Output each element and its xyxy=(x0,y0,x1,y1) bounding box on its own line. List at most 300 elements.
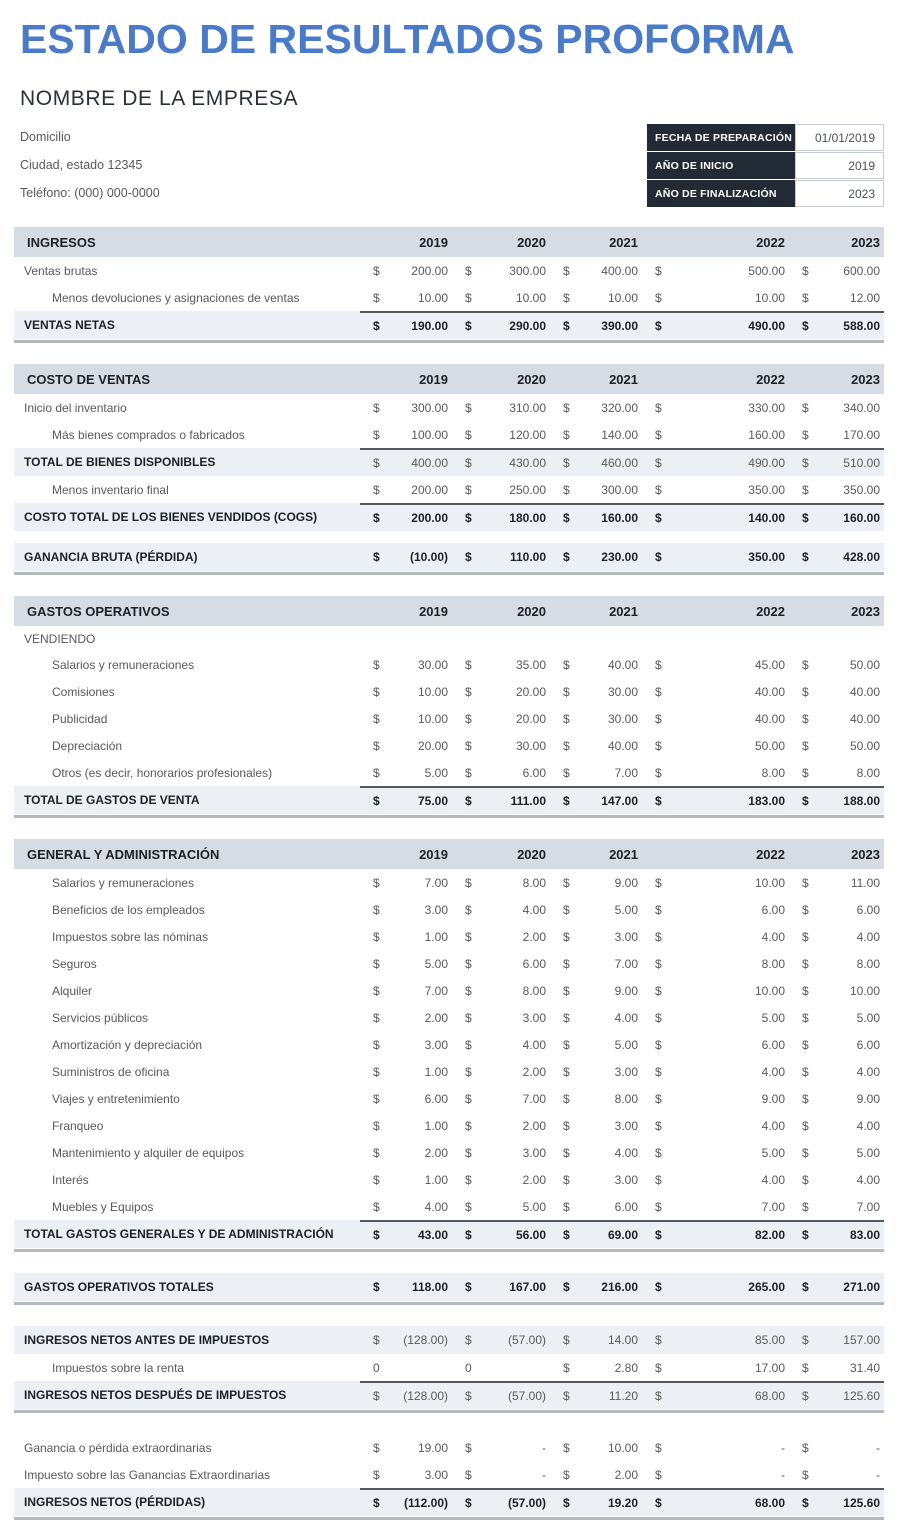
amount-cell xyxy=(642,1228,789,1242)
amount-value: 340.00 xyxy=(843,400,880,415)
table-row xyxy=(14,311,884,339)
currency-symbol: $ xyxy=(373,684,380,699)
page-title: ESTADO DE RESULTADOS PROFORMA xyxy=(20,16,795,62)
amount-cell xyxy=(452,1389,550,1403)
amount-cell xyxy=(360,658,452,672)
amount-cell xyxy=(789,984,884,998)
currency-symbol: $ xyxy=(563,263,570,278)
row-label: TOTAL DE BIENES DISPONIBLES xyxy=(24,455,216,469)
currency-symbol: $ xyxy=(563,684,570,699)
amount-value: - xyxy=(542,1440,546,1455)
amount-value: 11.20 xyxy=(608,1389,638,1403)
currency-symbol: $ xyxy=(802,1228,809,1242)
amount-cell xyxy=(452,712,550,726)
address-line-3: Teléfono: (000) 000-0000 xyxy=(20,186,160,200)
amount-value: 83.00 xyxy=(849,1228,880,1242)
currency-symbol: $ xyxy=(465,1037,472,1052)
amount-value: - xyxy=(876,1440,880,1455)
currency-symbol: $ xyxy=(655,983,662,998)
amount-cell xyxy=(360,1496,452,1510)
currency-symbol: $ xyxy=(563,456,570,470)
currency-symbol: $ xyxy=(465,427,472,442)
amount-columns xyxy=(360,1166,884,1193)
amount-value: 2020 xyxy=(517,234,546,250)
amount-value: 265.00 xyxy=(748,1280,785,1294)
amount-columns xyxy=(360,1193,884,1220)
table-row xyxy=(14,1139,884,1166)
amount-cell xyxy=(452,483,550,497)
amount-cell xyxy=(642,876,789,890)
currency-symbol: $ xyxy=(563,657,570,672)
currency-symbol: $ xyxy=(655,794,662,808)
amount-columns xyxy=(360,1381,884,1409)
amount-cell xyxy=(360,1038,452,1052)
amount-value: 2021 xyxy=(609,234,638,250)
amount-value: 10.00 xyxy=(849,983,880,998)
address-line-2: Ciudad, estado 12345 xyxy=(20,158,143,172)
currency-symbol: $ xyxy=(802,956,809,971)
amount-value: 125.60 xyxy=(843,1496,880,1510)
currency-symbol: $ xyxy=(465,1389,472,1403)
currency-symbol: $ xyxy=(373,550,380,564)
info-row-fecha xyxy=(647,124,884,151)
currency-symbol: $ xyxy=(802,711,809,726)
amount-cell xyxy=(550,1146,642,1160)
amount-value: 160.00 xyxy=(601,511,638,525)
info-row-inicio xyxy=(647,152,884,179)
amount-value: 7.00 xyxy=(424,983,448,998)
currency-symbol: $ xyxy=(802,657,809,672)
amount-cell xyxy=(452,1200,550,1214)
amount-value: 3.00 xyxy=(614,929,638,944)
currency-symbol: $ xyxy=(465,765,472,780)
currency-symbol: $ xyxy=(563,1145,570,1160)
amount-columns xyxy=(360,257,884,284)
year-header-cell xyxy=(452,235,550,250)
amount-cell xyxy=(789,1389,884,1403)
amount-cell xyxy=(550,511,642,525)
amount-value: (57.00) xyxy=(507,1496,546,1510)
amount-cell xyxy=(550,1228,642,1242)
amount-cell xyxy=(360,319,452,333)
amount-cell xyxy=(642,1146,789,1160)
row-label: Publicidad xyxy=(52,711,108,726)
currency-symbol: 0 xyxy=(373,1360,380,1375)
amount-cell xyxy=(789,483,884,497)
amount-cell xyxy=(550,1038,642,1052)
amount-value: 3.00 xyxy=(522,1010,546,1025)
amount-cell xyxy=(642,1280,789,1294)
amount-cell xyxy=(452,319,550,333)
table-row xyxy=(14,1058,884,1085)
currency-symbol: $ xyxy=(655,1333,662,1347)
amount-value: (10.00) xyxy=(409,550,448,564)
amount-value: 271.00 xyxy=(843,1280,880,1294)
amount-value: 6.00 xyxy=(614,1199,638,1214)
year-header-cell xyxy=(360,372,452,387)
amount-columns xyxy=(360,977,884,1004)
table-row xyxy=(14,1488,884,1516)
currency-symbol: $ xyxy=(465,1064,472,1079)
company-name: NOMBRE DE LA EMPRESA xyxy=(20,87,299,110)
amount-cell xyxy=(550,712,642,726)
amount-cell xyxy=(550,876,642,890)
amount-value: 40.00 xyxy=(607,657,638,672)
year-header-cell xyxy=(360,847,452,862)
year-header-cell xyxy=(360,604,452,619)
amount-value: 10.00 xyxy=(607,1440,638,1455)
amount-value: 30.00 xyxy=(607,684,638,699)
address-line-1: Domicilio xyxy=(20,130,71,144)
currency-symbol: $ xyxy=(465,711,472,726)
amount-value: 11.00 xyxy=(850,875,880,890)
amount-value: 3.00 xyxy=(424,1037,448,1052)
amount-columns xyxy=(360,364,884,394)
currency-symbol: $ xyxy=(373,1064,380,1079)
currency-symbol: $ xyxy=(655,765,662,780)
amount-cell xyxy=(550,1389,642,1403)
amount-cell xyxy=(642,794,789,808)
amount-value: 3.00 xyxy=(522,1145,546,1160)
amount-value: 2023 xyxy=(851,846,880,862)
year-header-cell xyxy=(642,847,789,862)
currency-symbol: $ xyxy=(563,1199,570,1214)
row-label: Mantenimiento y alquiler de equipos xyxy=(52,1145,245,1160)
row-label: Impuesto sobre las Ganancias Extraordinarias xyxy=(24,1467,271,1482)
amount-value: 157.00 xyxy=(843,1333,880,1347)
amount-cell xyxy=(789,291,884,305)
amount-value: (57.00) xyxy=(507,1333,546,1347)
currency-symbol: $ xyxy=(563,1496,570,1510)
amount-cell xyxy=(789,1146,884,1160)
amount-value: 4.00 xyxy=(856,1118,880,1133)
amount-cell xyxy=(360,1173,452,1187)
currency-symbol: $ xyxy=(465,875,472,890)
currency-symbol: $ xyxy=(465,1172,472,1187)
amount-cell xyxy=(360,1441,452,1455)
table-row xyxy=(14,1461,884,1488)
amount-value: 45.00 xyxy=(754,657,785,672)
amount-value: 69.00 xyxy=(607,1228,638,1242)
currency-symbol: $ xyxy=(465,1145,472,1160)
amount-value: 8.00 xyxy=(761,956,785,971)
currency-symbol: $ xyxy=(802,1496,809,1510)
amount-value: 2019 xyxy=(419,371,448,387)
amount-cell xyxy=(789,1333,884,1347)
row-label: Más bienes comprados o fabricados xyxy=(52,427,245,442)
currency-symbol: $ xyxy=(373,1333,380,1347)
year-header-cell xyxy=(550,847,642,862)
amount-value: 2022 xyxy=(756,371,785,387)
table-row xyxy=(14,950,884,977)
amount-value: 4.00 xyxy=(761,1064,785,1079)
currency-symbol: $ xyxy=(802,1145,809,1160)
amount-columns xyxy=(360,732,884,759)
amount-cell xyxy=(360,957,452,971)
table-row xyxy=(14,1220,884,1248)
amount-cell xyxy=(789,957,884,971)
amount-cell xyxy=(452,957,550,971)
table-section xyxy=(14,1326,884,1413)
amount-value: 30.00 xyxy=(607,711,638,726)
amount-value: 588.00 xyxy=(843,319,880,333)
currency-symbol: $ xyxy=(465,902,472,917)
amount-cell xyxy=(360,1065,452,1079)
table-row xyxy=(14,476,884,503)
amount-value: 7.00 xyxy=(614,956,638,971)
currency-symbol: $ xyxy=(802,1118,809,1133)
amount-value: 2020 xyxy=(517,846,546,862)
amount-cell xyxy=(550,1441,642,1455)
amount-cell xyxy=(550,1468,642,1482)
amount-cell xyxy=(642,401,789,415)
amount-cell xyxy=(452,903,550,917)
amount-columns xyxy=(360,869,884,896)
currency-symbol: $ xyxy=(802,456,809,470)
currency-symbol: $ xyxy=(563,290,570,305)
amount-cell xyxy=(452,1173,550,1187)
amount-value: 300.00 xyxy=(509,263,546,278)
amount-cell xyxy=(642,291,789,305)
amount-cell xyxy=(452,1119,550,1133)
row-label: Menos inventario final xyxy=(52,482,169,497)
row-label: Amortización y depreciación xyxy=(52,1037,203,1052)
amount-cell xyxy=(550,1119,642,1133)
amount-value: 30.00 xyxy=(515,738,546,753)
table-row xyxy=(14,421,884,448)
page xyxy=(0,16,900,1520)
amount-value: 200.00 xyxy=(411,482,448,497)
table-section xyxy=(14,839,884,1252)
currency-symbol: $ xyxy=(563,1091,570,1106)
currency-symbol: $ xyxy=(655,902,662,917)
amount-value: (128.00) xyxy=(403,1389,448,1403)
amount-value: 4.00 xyxy=(856,929,880,944)
currency-symbol: $ xyxy=(373,738,380,753)
currency-symbol: $ xyxy=(655,684,662,699)
currency-symbol: $ xyxy=(373,456,380,470)
amount-value: 140.00 xyxy=(601,427,638,442)
currency-symbol: $ xyxy=(465,1280,472,1294)
amount-cell xyxy=(642,1119,789,1133)
amount-value: 4.00 xyxy=(424,1199,448,1214)
currency-symbol: $ xyxy=(655,657,662,672)
amount-value: 3.00 xyxy=(614,1172,638,1187)
amount-value: 19.00 xyxy=(417,1440,448,1455)
row-label: Seguros xyxy=(52,956,97,971)
amount-value: 350.00 xyxy=(748,482,785,497)
amount-cell xyxy=(789,511,884,525)
amount-value: 40.00 xyxy=(849,711,880,726)
currency-symbol: $ xyxy=(373,1091,380,1106)
amount-columns xyxy=(360,227,884,257)
amount-cell xyxy=(360,1389,452,1403)
amount-value: 5.00 xyxy=(424,956,448,971)
preparation-info-table xyxy=(647,124,884,208)
amount-value: 6.00 xyxy=(761,1037,785,1052)
amount-value: 428.00 xyxy=(843,550,880,564)
currency-symbol: $ xyxy=(373,319,380,333)
currency-symbol: $ xyxy=(563,1360,570,1375)
amount-columns xyxy=(360,503,884,531)
amount-value: 2022 xyxy=(756,603,785,619)
currency-symbol: $ xyxy=(802,738,809,753)
amount-cell xyxy=(550,1065,642,1079)
amount-value: 31.40 xyxy=(849,1360,880,1375)
currency-symbol: $ xyxy=(563,1010,570,1025)
currency-symbol: $ xyxy=(373,427,380,442)
currency-symbol: $ xyxy=(373,1389,380,1403)
amount-value: 5.00 xyxy=(522,1199,546,1214)
amount-columns xyxy=(360,651,884,678)
row-label: Inicio del inventario xyxy=(24,400,127,415)
amount-value: 1.00 xyxy=(424,1064,448,1079)
amount-value: 460.00 xyxy=(601,456,638,470)
currency-symbol: $ xyxy=(563,1389,570,1403)
table-row xyxy=(14,448,884,476)
amount-cell xyxy=(452,1280,550,1294)
amount-value: 5.00 xyxy=(614,902,638,917)
currency-symbol: $ xyxy=(465,550,472,564)
currency-symbol: $ xyxy=(563,983,570,998)
row-label: VENTAS NETAS xyxy=(24,318,115,332)
row-label: COSTO TOTAL DE LOS BIENES VENDIDOS (COGS) xyxy=(24,510,318,524)
amount-value: 125.60 xyxy=(843,1389,880,1403)
amount-cell xyxy=(452,1361,550,1375)
amount-cell xyxy=(452,1496,550,1510)
amount-value: 216.00 xyxy=(601,1280,638,1294)
currency-symbol: $ xyxy=(655,1360,662,1375)
amount-value: 183.00 xyxy=(748,794,785,808)
currency-symbol: $ xyxy=(655,511,662,525)
amount-cell xyxy=(452,658,550,672)
currency-symbol: $ xyxy=(373,875,380,890)
currency-symbol: $ xyxy=(373,902,380,917)
table-row xyxy=(14,759,884,786)
amount-value: 9.00 xyxy=(761,1091,785,1106)
amount-value: 118.00 xyxy=(411,1280,448,1294)
amount-cell xyxy=(642,1038,789,1052)
amount-cell xyxy=(452,766,550,780)
amount-cell xyxy=(550,685,642,699)
amount-cell xyxy=(550,456,642,470)
amount-cell xyxy=(642,1361,789,1375)
amount-value: 10.00 xyxy=(607,290,638,305)
currency-symbol: $ xyxy=(655,1199,662,1214)
amount-value: 160.00 xyxy=(748,427,785,442)
amount-value: 8.00 xyxy=(614,1091,638,1106)
amount-value: 190.00 xyxy=(411,319,448,333)
amount-value: 10.00 xyxy=(754,983,785,998)
currency-symbol: $ xyxy=(563,1333,570,1347)
currency-symbol: $ xyxy=(373,1118,380,1133)
amount-value: 20.00 xyxy=(417,738,448,753)
amount-value: 2023 xyxy=(851,371,880,387)
amount-cell xyxy=(360,264,452,278)
amount-cell xyxy=(550,483,642,497)
currency-symbol: $ xyxy=(802,319,809,333)
currency-symbol: $ xyxy=(373,983,380,998)
table-row xyxy=(14,1112,884,1139)
table-row xyxy=(14,394,884,421)
table-row xyxy=(14,977,884,1004)
amount-cell xyxy=(550,984,642,998)
amount-cell xyxy=(789,1092,884,1106)
amount-columns xyxy=(360,626,884,651)
table-row xyxy=(14,1381,884,1409)
amount-cell xyxy=(789,428,884,442)
amount-cell xyxy=(789,1119,884,1133)
amount-value: 19.20 xyxy=(607,1496,638,1510)
amount-value: 1.00 xyxy=(424,1172,448,1187)
currency-symbol: $ xyxy=(465,263,472,278)
amount-value: 2020 xyxy=(517,603,546,619)
amount-value: 6.00 xyxy=(856,1037,880,1052)
amount-cell xyxy=(452,1065,550,1079)
amount-columns xyxy=(360,596,884,626)
amount-value: 4.00 xyxy=(614,1010,638,1025)
currency-symbol: $ xyxy=(465,1228,472,1242)
currency-symbol: $ xyxy=(373,794,380,808)
year-header-cell xyxy=(550,604,642,619)
amount-cell xyxy=(452,984,550,998)
currency-symbol: $ xyxy=(802,263,809,278)
currency-symbol: $ xyxy=(563,1118,570,1133)
currency-symbol: $ xyxy=(802,1467,809,1482)
amount-cell xyxy=(789,712,884,726)
amount-cell xyxy=(789,1496,884,1510)
amount-cell xyxy=(550,1361,642,1375)
currency-symbol: $ xyxy=(655,738,662,753)
amount-cell xyxy=(360,1146,452,1160)
amount-cell xyxy=(452,401,550,415)
amount-columns xyxy=(360,786,884,814)
amount-columns xyxy=(360,311,884,339)
amount-columns xyxy=(360,1461,884,1488)
info-label-inicio: AÑO DE INICIO xyxy=(647,152,795,179)
currency-symbol: $ xyxy=(802,1091,809,1106)
currency-symbol: $ xyxy=(373,1145,380,1160)
year-header-cell xyxy=(360,235,452,250)
amount-value: 2019 xyxy=(419,846,448,862)
currency-symbol: $ xyxy=(802,1360,809,1375)
table-row xyxy=(14,1166,884,1193)
amount-value: 600.00 xyxy=(843,263,880,278)
amount-cell xyxy=(789,1441,884,1455)
amount-cell xyxy=(789,550,884,564)
amount-cell xyxy=(550,291,642,305)
amount-value: 50.00 xyxy=(849,738,880,753)
table-row xyxy=(14,1354,884,1381)
currency-symbol: $ xyxy=(802,929,809,944)
amount-value: 390.00 xyxy=(601,319,638,333)
statement-tables xyxy=(14,227,884,1520)
amount-value: 167.00 xyxy=(509,1280,546,1294)
table-section xyxy=(14,596,884,818)
row-label: Beneficios de los empleados xyxy=(52,902,205,917)
amount-cell xyxy=(789,1065,884,1079)
row-label: Comisiones xyxy=(52,684,115,699)
currency-symbol: $ xyxy=(802,1037,809,1052)
currency-symbol: $ xyxy=(802,1389,809,1403)
table-row xyxy=(14,1273,884,1301)
currency-symbol: $ xyxy=(655,1064,662,1079)
amount-value: 6.00 xyxy=(522,765,546,780)
currency-symbol: $ xyxy=(373,956,380,971)
currency-symbol: $ xyxy=(373,1496,380,1510)
amount-value: 330.00 xyxy=(748,400,785,415)
amount-value: 2022 xyxy=(756,234,785,250)
